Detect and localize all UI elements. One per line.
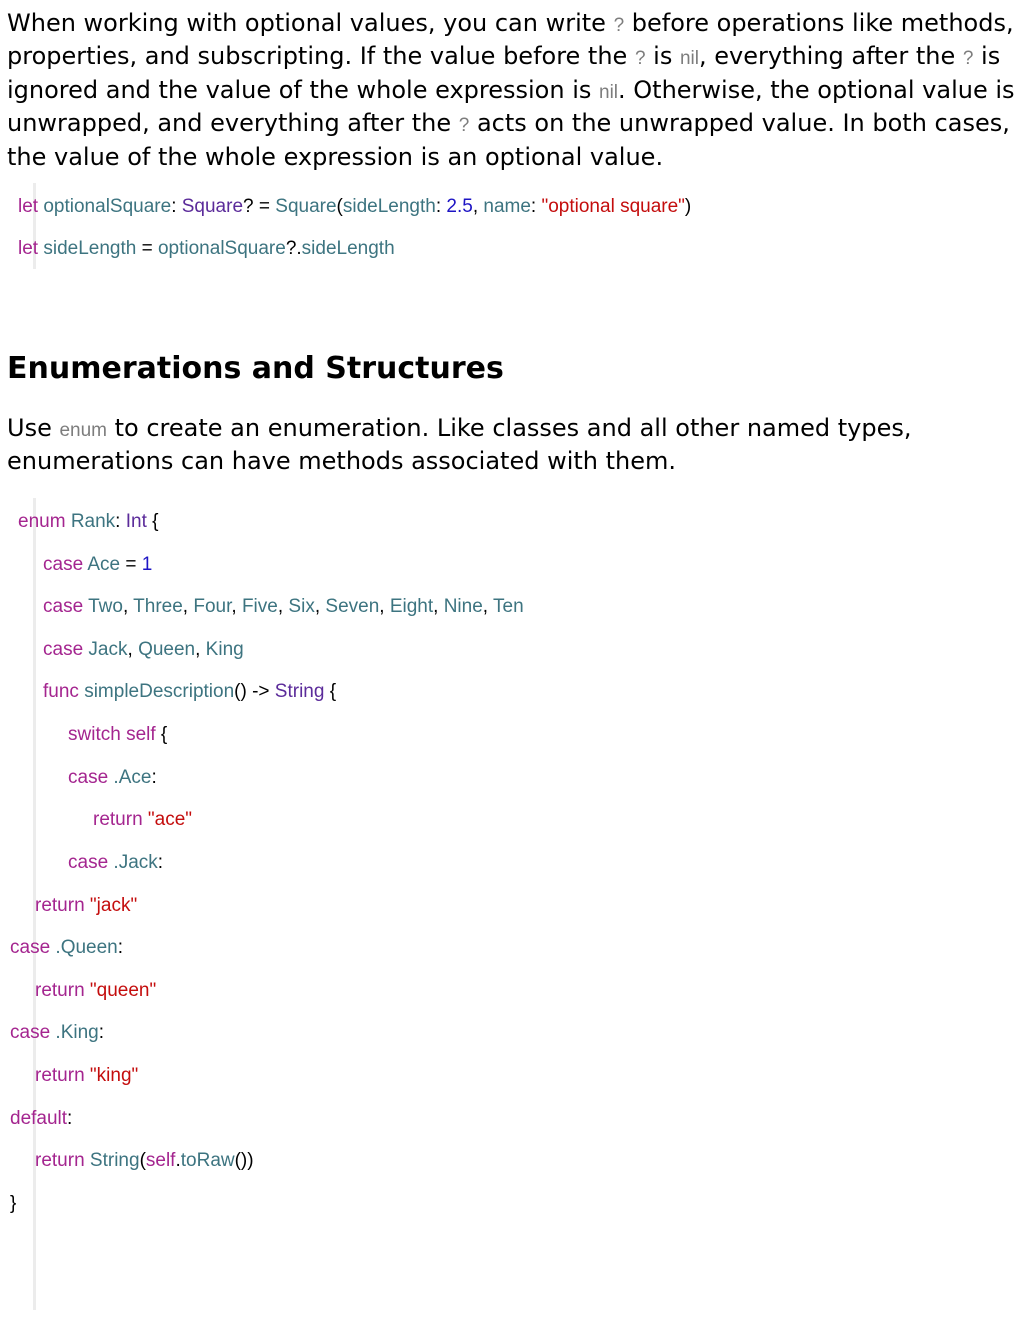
section-paragraph: Use enum to create an enumeration. Like classes and all other named types, enumerations can have methods associated with them. — [7, 414, 912, 476]
code-line: return "king" — [35, 1065, 139, 1086]
inline-code: ? — [613, 15, 625, 36]
code-line: } — [10, 1193, 17, 1214]
inline-code: ? — [962, 48, 974, 70]
code-line: let optionalSquare: Square? = Square(sideLength: 2.5, name: "optional square") — [18, 196, 692, 217]
intro-paragraph: When working with optional values, you can write ? before operations like methods, properties, and subscripting. If the value before the ? is nil, everything after the ? is ignored and the value of the whole expression is nil. Otherwise, the optional value is unwrapped, and everything after the ? acts on the unwrapped value. In both cases, the value of the whole expression is an optional value. — [7, 9, 1015, 171]
code-line: case .King: — [10, 1022, 105, 1043]
code-line: return "jack" — [35, 895, 138, 916]
code-line: case Jack, Queen, King — [43, 639, 244, 660]
inline-code: enum — [59, 420, 107, 441]
code-line: case Two, Three, Four, Five, Six, Seven, Eight, Nine, Ten — [43, 596, 524, 617]
code-line: case Ace = 1 — [43, 554, 153, 575]
code-line: case .Jack: — [68, 852, 164, 873]
code-line: enum Rank: Int { — [18, 511, 159, 532]
code-line: case .Ace: — [68, 767, 157, 788]
code-line: switch self { — [68, 724, 168, 745]
inline-code: ? — [458, 115, 470, 137]
code-line: return "queen" — [35, 980, 157, 1001]
inline-code: nil — [599, 81, 619, 103]
inline-code: nil — [679, 48, 699, 70]
inline-code: ? — [634, 48, 646, 70]
code-line: return String(self.toRaw()) — [35, 1150, 254, 1171]
code-line: case .Queen: — [10, 937, 124, 958]
code-line: let sideLength = optionalSquare?.sideLength — [18, 238, 395, 259]
code-line: return "ace" — [93, 809, 193, 830]
code-line: func simpleDescription() -> String { — [43, 681, 337, 702]
code-line: default: — [10, 1108, 73, 1129]
section-heading: Enumerations and Structures — [7, 351, 504, 386]
